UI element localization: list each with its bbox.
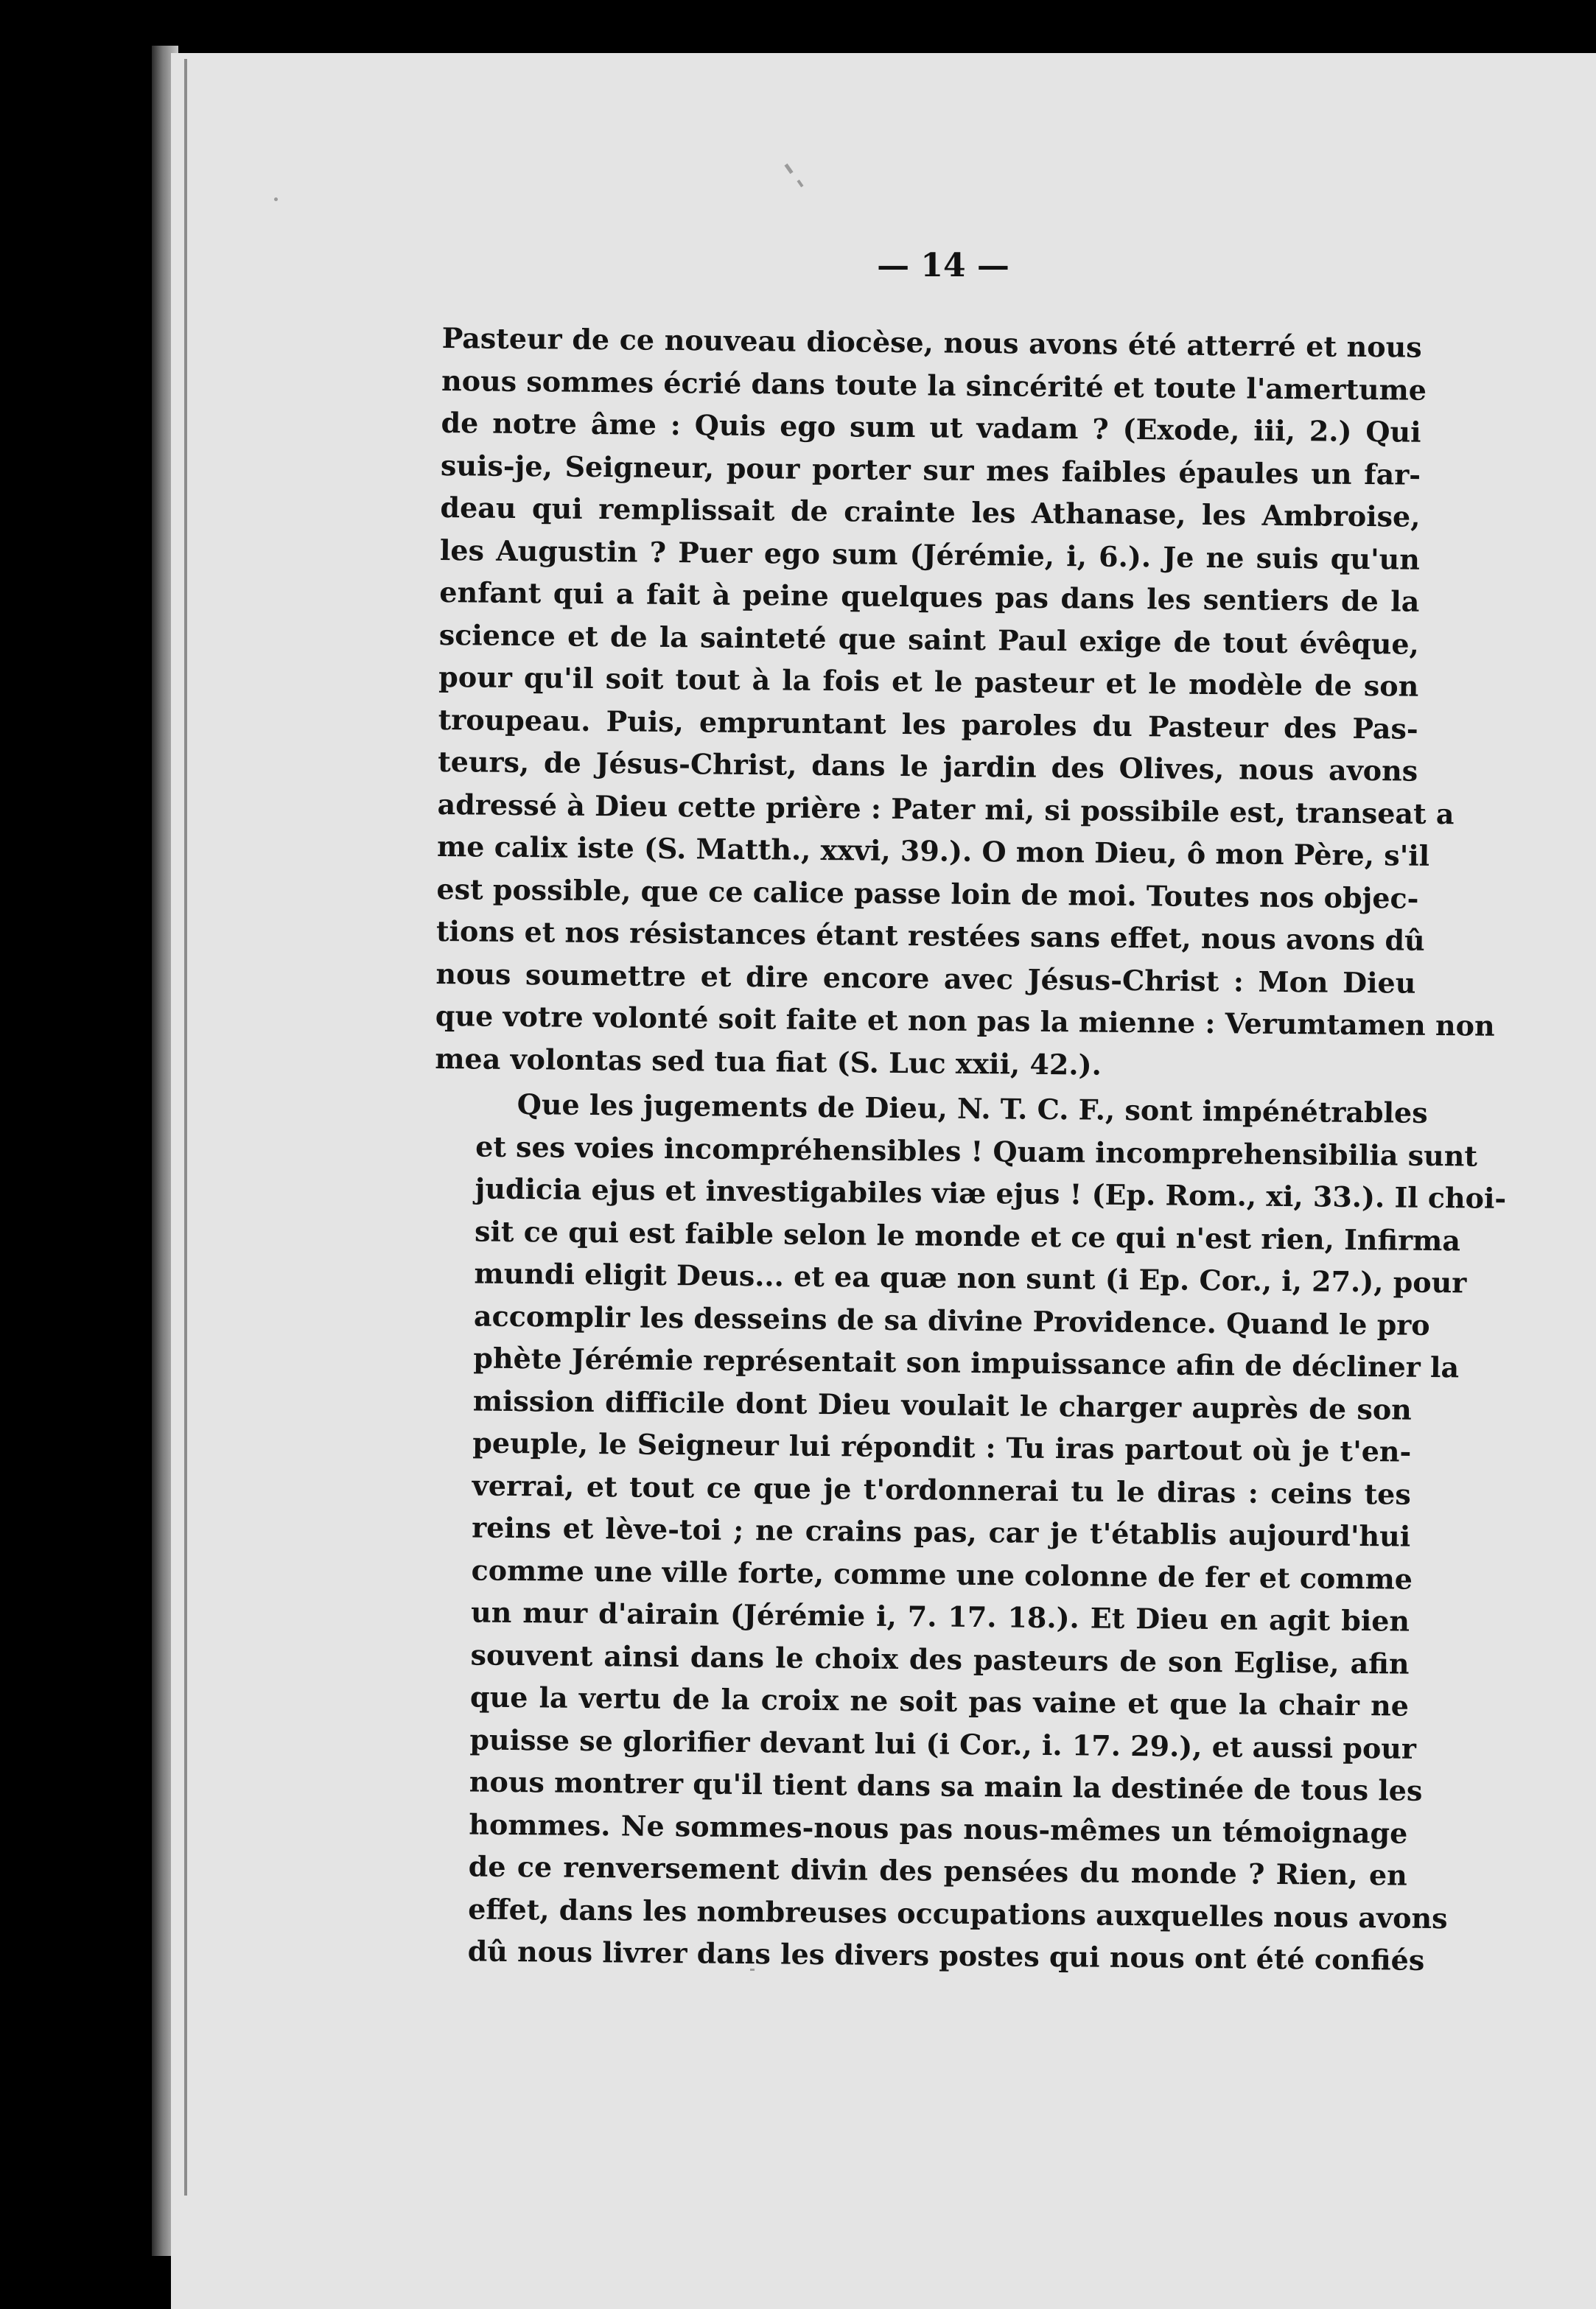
text-line: pour qu'il soit tout à la fois et le pasteur et le modèle de son	[438, 659, 1419, 703]
text-line: puisse se glorifier devant lui (i Cor., i. 17. 29.), et aussi pour	[469, 1722, 1417, 1765]
text-line: teurs, de Jésus-Christ, dans le jardin des Olives, nous avons	[437, 744, 1418, 788]
page-number: — 14 —	[877, 247, 1009, 284]
text-line: et ses voies incompréhensibles ! Quam incomprehensibilia sunt	[475, 1129, 1478, 1173]
text-line: nous montrer qu'il tient dans sa main la destinée de tous les	[469, 1765, 1423, 1807]
text-line: sit ce qui est faible selon le monde et ce qui n'est rien, Infirma	[474, 1213, 1461, 1257]
text-line: verrai, et tout ce que je t'ordonnerai tu le diras : ceins tes	[472, 1468, 1411, 1511]
text-line: mission difficile dont Dieu voulait le charger auprès de son	[472, 1383, 1413, 1426]
text-line: est possible, que ce calice passe loin de moi. Toutes nos objec-	[436, 872, 1419, 915]
text-line: hommes. Ne sommes-nous pas nous-mêmes un témoignage	[469, 1807, 1408, 1850]
scan-speck	[274, 197, 278, 201]
text-line: reins et lève-toi ; ne crains pas, car je t'établis aujourd'hui	[472, 1510, 1411, 1553]
text-line: me calix iste (S. Matth., xxvi, 39.). O mon Dieu, ô mon Père, s'il	[436, 829, 1430, 872]
text-line: les Augustin ? Puer ego sum (Jérémie, i, 6.). Je ne suis qu'un	[439, 533, 1421, 576]
text-line: un mur d'airain (Jérémie i, 7. 17. 18.). Et Dieu en agit bien	[470, 1595, 1410, 1638]
text-line: que votre volonté soit faite et non pas la mienne : Verumtamen non	[435, 998, 1495, 1043]
text-line: dû nous livrer dans les divers postes qui nous ont été confiés	[467, 1934, 1425, 1977]
text-line: phète Jérémie représentait son impuissance afin de décliner la	[473, 1341, 1460, 1384]
text-line: que la vertu de la croix ne soit pas vaine et que la chair ne	[469, 1680, 1410, 1723]
text-line: tions et nos résistances étant restées sans effet, nous avons dû	[435, 914, 1425, 957]
text-line: judicia ejus et investigabiles viæ ejus ! (Ep. Rom., xi, 33.). Il choi-	[475, 1171, 1507, 1215]
text-line: nous soumettre et dire encore avec Jésus-Christ : Mon Dieu	[435, 956, 1416, 1000]
text-line: suis-je, Seigneur, pour porter sur mes faibles épaules un far-	[440, 448, 1421, 491]
text-line: comme une ville forte, comme une colonne de fer et comme	[471, 1552, 1413, 1596]
binding-shadow-line	[184, 59, 187, 2196]
text-line: troupeau. Puis, empruntant les paroles du Pasteur des Pas-	[438, 702, 1418, 746]
body-text	[426, 317, 1507, 1981]
text-line: mea volontas sed tua fiat (S. Luc xxii, 42.).	[435, 1041, 1102, 1082]
text-line: adressé à Dieu cette prière : Pater mi, si possibile est, transeat a	[437, 787, 1455, 830]
text-line: peuple, le Seigneur lui répondit : Tu iras partout où je t'en-	[472, 1426, 1412, 1468]
text-line: souvent ainsi dans le choix des pasteurs de son Eglise, afin	[470, 1637, 1410, 1681]
text-line: effet, dans les nombreuses occupations auxquelles nous avons	[468, 1891, 1448, 1935]
text-line: enfant qui a fait à peine quelques pas dans les sentiers de la	[439, 575, 1420, 618]
text-line: de notre âme : Quis ego sum ut vadam ? (Exode, iii, 2.) Qui	[441, 405, 1421, 449]
text-line: Que les jugements de Dieu, N. T. C. F., sont impénétrables	[517, 1087, 1428, 1129]
text-line: accomplir les desseins de sa divine Providence. Quand le pro	[473, 1298, 1430, 1342]
paragraph	[435, 317, 1495, 1089]
text-line: mundi eligit Deus... et ea quæ non sunt (i Ep. Cor., i, 27.), pour	[474, 1256, 1467, 1300]
text-line: de ce renversement divin des pensées du monde ? Rien, en	[468, 1849, 1407, 1892]
paragraph	[426, 1082, 1507, 1981]
text-line: science et de la sainteté que saint Paul exige de tout évêque,	[438, 617, 1420, 661]
text-line: nous sommes écrié dans toute la sincérité et toute l'amertume	[441, 363, 1427, 407]
text-line: Pasteur de ce nouveau diocèse, nous avons été atterré et nous	[441, 320, 1422, 364]
text-line: deau qui remplissait de crainte les Athanase, les Ambroise,	[440, 490, 1421, 533]
